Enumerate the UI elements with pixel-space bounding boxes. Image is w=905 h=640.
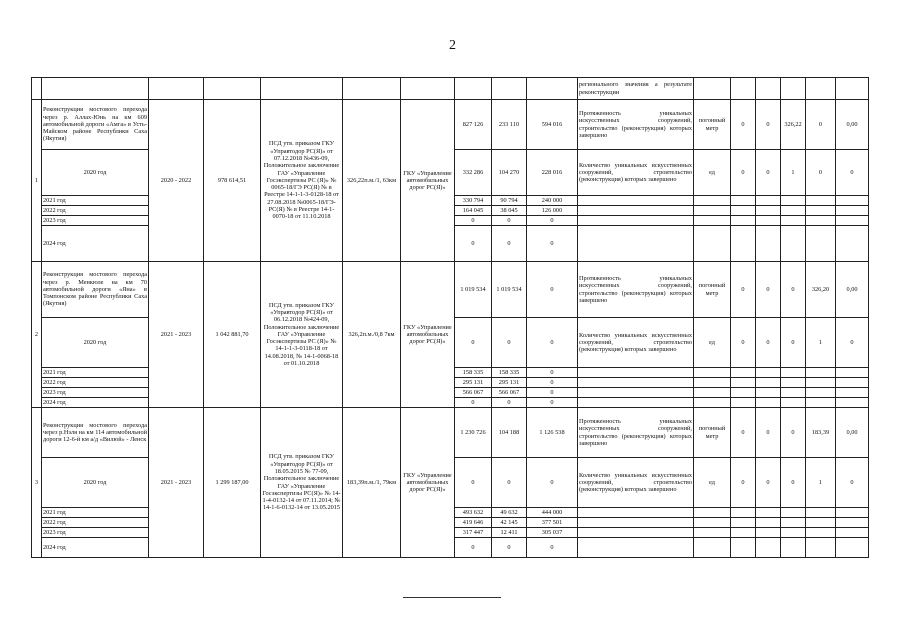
indicator-value-cell: 0 xyxy=(806,150,836,196)
empty-cell xyxy=(578,518,694,528)
empty-cell xyxy=(731,216,756,226)
empty-cell xyxy=(781,378,806,388)
year-value-cell: 444 000 xyxy=(527,508,578,518)
empty-cell xyxy=(756,508,781,518)
year-value-cell: 12 411 xyxy=(492,528,527,538)
indicator-value-cell: 0 xyxy=(756,318,781,368)
empty-cell xyxy=(694,528,731,538)
empty-cell xyxy=(806,518,836,528)
empty-cell xyxy=(756,368,781,378)
project-number-cell: 3 xyxy=(32,408,42,558)
empty-cell xyxy=(806,206,836,216)
unit-count-cell: ед xyxy=(694,150,731,196)
empty-cell xyxy=(806,368,836,378)
year-value-cell: 228 016 xyxy=(527,150,578,196)
bottom-rule xyxy=(403,597,501,598)
empty-cell xyxy=(756,388,781,398)
project-cost-cell: 1 042 881,70 xyxy=(204,262,261,408)
empty-cell xyxy=(836,528,869,538)
indicator-value-cell: 0 xyxy=(756,100,781,150)
indicator-value-cell: 0 xyxy=(836,458,869,508)
indicator-count-cell: Количество уникальных искусственных сооружений, строительство (реконструкция) которых завершено xyxy=(578,318,694,368)
empty-cell xyxy=(731,388,756,398)
project-cost-cell: 978 614,51 xyxy=(204,100,261,262)
year-label-cell: 2020 год xyxy=(42,150,149,196)
empty-cell xyxy=(694,378,731,388)
year-label-cell: 2021 год xyxy=(42,196,149,206)
empty-cell xyxy=(781,226,806,262)
year-value-cell: 49 632 xyxy=(492,508,527,518)
empty-cell xyxy=(694,388,731,398)
empty-cell xyxy=(781,368,806,378)
total-value-cell: 827 126 xyxy=(455,100,492,150)
year-label-cell: 2020 год xyxy=(42,458,149,508)
project-name-cell: Реконструкция мостового перехода через р. Аллах-Юнь на км 609 автомобильной дороги «Амга» в Усть-Майском районе Республики Саха (Якутия) xyxy=(42,100,149,150)
year-value-cell: 566 067 xyxy=(455,388,492,398)
total-value-cell: 104 188 xyxy=(492,408,527,458)
header-row xyxy=(32,78,869,100)
empty-cell xyxy=(578,216,694,226)
indicator-value-cell: 0 xyxy=(756,150,781,196)
indicator-value-cell: 0 xyxy=(756,458,781,508)
unit-length-cell: погонный метр xyxy=(694,262,731,318)
year-value-cell: 0 xyxy=(527,226,578,262)
year-label-cell: 2023 год xyxy=(42,216,149,226)
empty-cell xyxy=(731,368,756,378)
indicator-value-cell: 326,22 xyxy=(781,100,806,150)
year-value-cell: 240 000 xyxy=(527,196,578,206)
project-docs-cell: ПСД утв. приказом ГКУ «Управтодор РС(Я)» от 18.05.2015 № 77-09, Положительное заключение ГАУ «Управление Госэкспертизы РС(Я)» № 14-1-4-0132-14 от 07.11.2014; № 14-1-6-0132-14 от 13.05.2015 xyxy=(261,408,343,558)
project-cost-cell: 1 299 187,00 xyxy=(204,408,261,558)
year-value-cell: 493 632 xyxy=(455,508,492,518)
indicator-value-cell: 0 xyxy=(756,262,781,318)
indicator-value-cell: 1 xyxy=(806,458,836,508)
year-value-cell: 377 501 xyxy=(527,518,578,528)
empty-cell xyxy=(694,518,731,528)
indicator-value-cell: 0 xyxy=(806,100,836,150)
indicator-length-cell: Протяженность уникальных искусственных сооружений, строительство (реконструкция) которых завершено xyxy=(578,408,694,458)
project-capacity-cell: 326,22п.м./1, 63км xyxy=(343,100,401,262)
empty-cell xyxy=(756,196,781,206)
year-label-cell: 2021 год xyxy=(42,368,149,378)
indicator-value-cell: 0,00 xyxy=(836,100,869,150)
year-value-cell: 0 xyxy=(527,318,578,368)
project-period-cell: 2020 - 2022 xyxy=(149,100,204,262)
empty-cell xyxy=(781,196,806,206)
empty-cell xyxy=(836,206,869,216)
year-value-cell: 0 xyxy=(455,398,492,408)
empty-cell xyxy=(694,226,731,262)
empty-cell xyxy=(806,378,836,388)
empty-cell xyxy=(731,538,756,558)
empty-cell xyxy=(731,508,756,518)
empty-cell xyxy=(731,226,756,262)
indicator-value-cell: 0 xyxy=(781,318,806,368)
year-label-cell: 2023 год xyxy=(42,388,149,398)
indicator-value-cell: 0 xyxy=(781,262,806,318)
project-number-cell: 2 xyxy=(32,262,42,408)
empty-cell xyxy=(806,398,836,408)
empty-cell xyxy=(836,388,869,398)
year-value-cell: 158 335 xyxy=(492,368,527,378)
empty-cell xyxy=(756,216,781,226)
year-label-cell: 2024 год xyxy=(42,226,149,262)
empty-cell xyxy=(781,528,806,538)
empty-cell xyxy=(578,528,694,538)
total-value-cell: 1 019 534 xyxy=(455,262,492,318)
empty-cell xyxy=(578,378,694,388)
empty-cell xyxy=(694,196,731,206)
year-value-cell: 0 xyxy=(492,216,527,226)
year-label-cell: 2023 год xyxy=(42,528,149,538)
empty-cell xyxy=(731,398,756,408)
year-value-cell: 42 145 xyxy=(492,518,527,528)
year-value-cell: 0 xyxy=(455,458,492,508)
indicator-value-cell: 0 xyxy=(836,150,869,196)
empty-cell xyxy=(836,216,869,226)
year-value-cell: 419 646 xyxy=(455,518,492,528)
empty-cell xyxy=(756,538,781,558)
year-value-cell: 0 xyxy=(492,226,527,262)
indicator-value-cell: 0 xyxy=(756,408,781,458)
project-row xyxy=(32,262,869,318)
indicator-value-cell: 0 xyxy=(731,458,756,508)
empty-cell xyxy=(806,508,836,518)
year-value-cell: 0 xyxy=(527,458,578,508)
project-docs-cell: ПСД утв. приказом ГКУ «Управтодор РС(Я)» от 07.12.2018 №436-09, Положительное заключение ГАУ «Управление Госэкспертизы РС (Я)» № 0065-18/ГЭ РС(Я) № в Реестре 14-1-1-3-0128-18 от 27.08.2018 №0065-18/ГЭ-РС(Я) № в Реестре 14-1-0070-18 от 11.10.2018 xyxy=(261,100,343,262)
indicator-value-cell: 0 xyxy=(836,318,869,368)
total-value-cell: 1 019 534 xyxy=(492,262,527,318)
year-label-cell: 2024 год xyxy=(42,538,149,558)
table-body xyxy=(32,78,869,558)
project-capacity-cell: 326,2п.м./0,8 7км xyxy=(343,262,401,408)
year-value-cell: 90 794 xyxy=(492,196,527,206)
empty-cell xyxy=(694,216,731,226)
empty-cell xyxy=(836,538,869,558)
year-value-cell: 0 xyxy=(527,398,578,408)
year-value-cell: 0 xyxy=(527,538,578,558)
empty-cell xyxy=(781,216,806,226)
year-label-cell: 2020 год xyxy=(42,318,149,368)
project-row xyxy=(32,100,869,150)
year-value-cell: 330 794 xyxy=(455,196,492,206)
empty-cell xyxy=(731,206,756,216)
empty-cell xyxy=(694,398,731,408)
year-value-cell: 295 131 xyxy=(455,378,492,388)
empty-cell xyxy=(836,508,869,518)
project-table xyxy=(31,77,869,558)
year-label-cell: 2022 год xyxy=(42,518,149,528)
empty-cell xyxy=(836,226,869,262)
empty-cell xyxy=(781,388,806,398)
empty-cell xyxy=(836,196,869,206)
empty-cell xyxy=(781,398,806,408)
empty-cell xyxy=(756,378,781,388)
year-label-cell: 2022 год xyxy=(42,206,149,216)
empty-cell xyxy=(694,538,731,558)
year-value-cell: 104 270 xyxy=(492,150,527,196)
year-value-cell: 305 037 xyxy=(527,528,578,538)
year-label-cell: 2021 год xyxy=(42,508,149,518)
empty-cell xyxy=(694,508,731,518)
empty-cell xyxy=(578,538,694,558)
indicator-value-cell: 0,00 xyxy=(836,408,869,458)
year-value-cell: 0 xyxy=(527,216,578,226)
project-capacity-cell: 183,39п.м./1, 79км xyxy=(343,408,401,558)
total-value-cell: 0 xyxy=(527,262,578,318)
indicator-count-cell: Количество уникальных искусственных сооружений, строительство (реконструкция) которых завершено xyxy=(578,150,694,196)
project-period-cell: 2021 - 2023 xyxy=(149,408,204,558)
empty-cell xyxy=(836,378,869,388)
year-value-cell: 0 xyxy=(492,538,527,558)
empty-cell xyxy=(731,378,756,388)
empty-cell xyxy=(731,196,756,206)
project-number-cell: 1 xyxy=(32,100,42,262)
year-value-cell: 0 xyxy=(527,388,578,398)
total-value-cell: 594 016 xyxy=(527,100,578,150)
empty-cell xyxy=(578,508,694,518)
empty-cell xyxy=(578,206,694,216)
empty-cell xyxy=(836,368,869,378)
empty-cell xyxy=(731,528,756,538)
year-value-cell: 158 335 xyxy=(455,368,492,378)
indicator-value-cell: 0 xyxy=(731,262,756,318)
empty-cell xyxy=(578,226,694,262)
year-value-cell: 0 xyxy=(492,398,527,408)
empty-cell xyxy=(836,398,869,408)
year-value-cell: 0 xyxy=(527,368,578,378)
unit-length-cell: погонный метр xyxy=(694,408,731,458)
year-value-cell: 0 xyxy=(492,318,527,368)
year-value-cell: 126 000 xyxy=(527,206,578,216)
empty-cell xyxy=(578,196,694,206)
indicator-value-cell: 183,39 xyxy=(806,408,836,458)
indicator-value-cell: 0 xyxy=(731,408,756,458)
empty-cell xyxy=(806,216,836,226)
year-label-cell: 2022 год xyxy=(42,378,149,388)
empty-cell xyxy=(781,538,806,558)
empty-cell xyxy=(806,528,836,538)
empty-cell xyxy=(806,538,836,558)
indicator-value-cell: 0 xyxy=(781,408,806,458)
empty-cell xyxy=(578,388,694,398)
project-period-cell: 2021 - 2023 xyxy=(149,262,204,408)
year-value-cell: 295 131 xyxy=(492,378,527,388)
indicator-value-cell: 1 xyxy=(806,318,836,368)
empty-cell xyxy=(731,518,756,528)
unit-length-cell: погонный метр xyxy=(694,100,731,150)
empty-cell xyxy=(756,518,781,528)
empty-cell xyxy=(806,226,836,262)
total-value-cell: 233 110 xyxy=(492,100,527,150)
empty-cell xyxy=(756,528,781,538)
year-value-cell: 317 447 xyxy=(455,528,492,538)
year-value-cell: 0 xyxy=(455,538,492,558)
indicator-count-cell: Количество уникальных искусственных сооружений, строительство (реконструкция) которых завершено xyxy=(578,458,694,508)
empty-cell xyxy=(756,206,781,216)
empty-cell xyxy=(694,368,731,378)
indicator-value-cell: 0 xyxy=(731,318,756,368)
empty-cell xyxy=(781,508,806,518)
indicator-value-cell: 1 xyxy=(781,150,806,196)
total-value-cell: 1 230 726 xyxy=(455,408,492,458)
indicator-value-cell: 0 xyxy=(731,150,756,196)
unit-count-cell: ед xyxy=(694,458,731,508)
unit-count-cell: ед xyxy=(694,318,731,368)
project-customer-cell: ГКУ «Управление автомобильных дорог РС(Я)» xyxy=(401,262,455,408)
indicator-value-cell: 0 xyxy=(781,458,806,508)
project-customer-cell: ГКУ «Управление автомобильных дорог РС(Я)» xyxy=(401,408,455,558)
indicator-value-cell: 0 xyxy=(731,100,756,150)
empty-cell xyxy=(806,196,836,206)
indicator-length-cell: Протяженность уникальных искусственных сооружений, строительство (реконструкция) которых завершено xyxy=(578,100,694,150)
project-name-cell: Реконструкция мостового перехода через р.Нэля на км 114 автомобильной дороги 12-6-й км а/д «Вилюй» - Ленск xyxy=(42,408,149,458)
empty-cell xyxy=(781,518,806,528)
total-value-cell: 1 126 538 xyxy=(527,408,578,458)
indicator-tail-cell: регионального значения а результате реконструкции xyxy=(578,78,694,100)
empty-cell xyxy=(756,226,781,262)
empty-cell xyxy=(806,388,836,398)
indicator-value-cell: 0,00 xyxy=(836,262,869,318)
empty-cell xyxy=(756,398,781,408)
empty-cell xyxy=(578,368,694,378)
project-name-cell: Реконструкция мостового перехода через р. Менкюле на км 70 автомобильной дороги «Яна» в Томпонском районе Республики Саха (Якутия) xyxy=(42,262,149,318)
year-value-cell: 0 xyxy=(527,378,578,388)
year-value-cell: 0 xyxy=(492,458,527,508)
empty-cell xyxy=(836,518,869,528)
page-number: 2 xyxy=(449,38,456,53)
year-value-cell: 164 045 xyxy=(455,206,492,216)
project-customer-cell: ГКУ «Управление автомобильных дорог РС(Я)» xyxy=(401,100,455,262)
year-label-cell: 2024 год xyxy=(42,398,149,408)
project-row xyxy=(32,408,869,458)
project-docs-cell: ПСД утв. приказом ГКУ «Управтодор РС(Я)» от 06.12.2018 №424-09, Положительное заключение ГАУ «Управление Госэкспертизы РС (Я)» № 14-1-1-3-0118-18 от 14.08.2018, № 14-1-0068-18 от 01.10.2018 xyxy=(261,262,343,408)
empty-cell xyxy=(578,398,694,408)
year-value-cell: 332 286 xyxy=(455,150,492,196)
indicator-length-cell: Протяженность уникальных искусственных сооружений, строительство (реконструкция) которых завершено xyxy=(578,262,694,318)
empty-cell xyxy=(694,206,731,216)
indicator-value-cell: 326,20 xyxy=(806,262,836,318)
year-value-cell: 0 xyxy=(455,226,492,262)
year-value-cell: 566 067 xyxy=(492,388,527,398)
empty-cell xyxy=(781,206,806,216)
year-value-cell: 0 xyxy=(455,318,492,368)
year-value-cell: 0 xyxy=(455,216,492,226)
year-value-cell: 38 045 xyxy=(492,206,527,216)
